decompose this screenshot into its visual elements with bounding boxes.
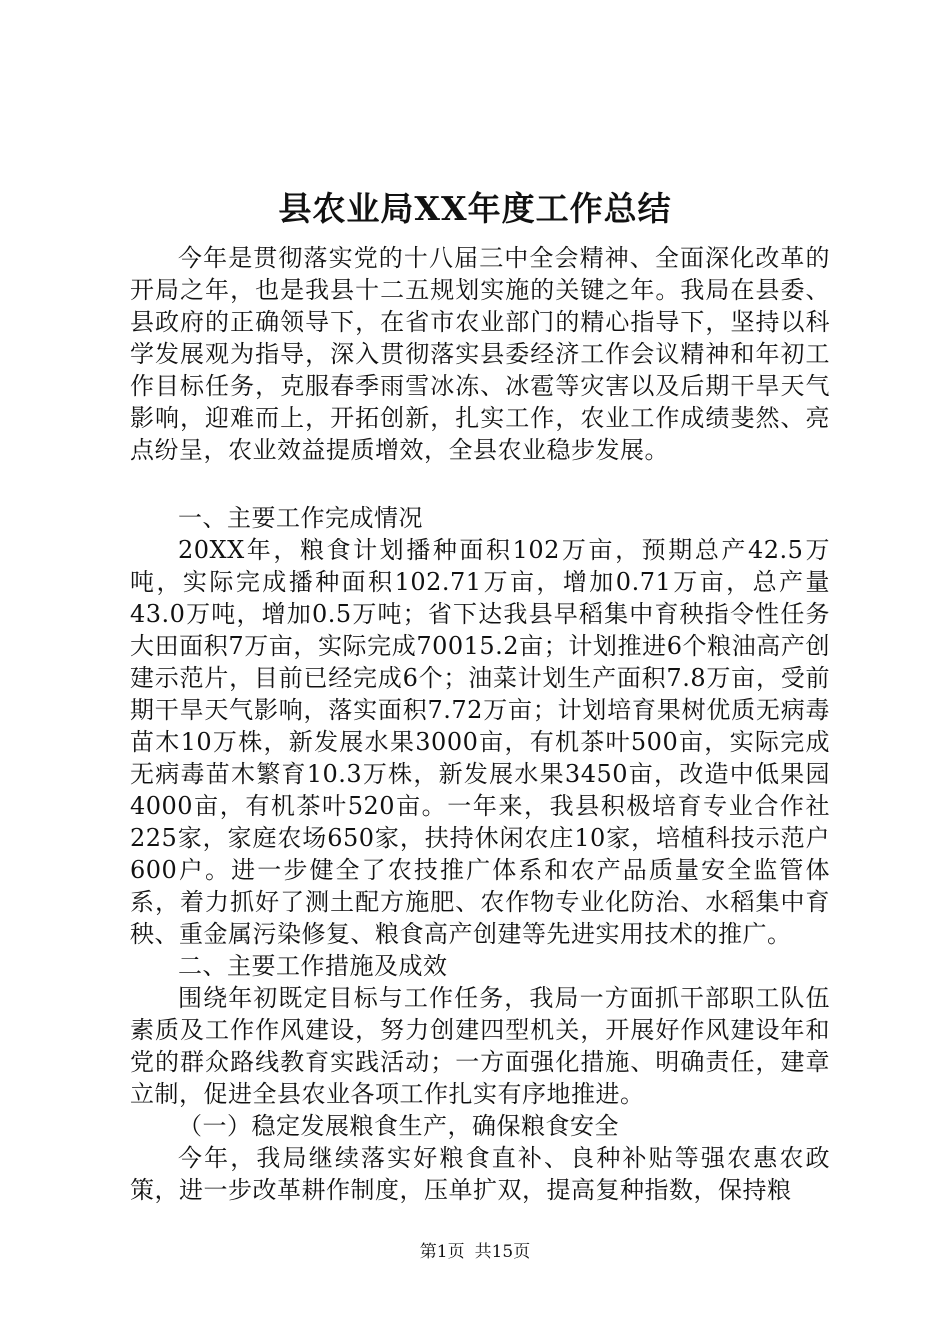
paragraph-gap (130, 466, 830, 498)
section-paragraph-main-work: 20XX年，粮食计划播种面积102万亩，预期总产42.5万吨，实际完成播种面积102.71万亩，增加0.71万亩，总产量43.0万吨，增加0.5万吨；省下达我县早稻集中育秧指令性任务大田面积7万亩，实际完成70015.2亩；计划推进6个粮油高产创建示范片，目前已经完成6个；油菜计划生产面积7.8万亩，受前期干旱天气影响，落实面积7.72万亩；计划培育果树优质无病毒苗木10万株，新发展水果3000亩，有机茶叶500亩，实际完成无病毒苗木繁育10.3万株，新发展水果3450亩，改造中低果园4000亩，有机茶叶520亩。一年来，我县积极培育专业合作社225家，家庭农场650家，扶持休闲农庄10家，培植科技示范户600户。进一步健全了农技推广体系和农产品质量安全监管体系，着力抓好了测土配方施肥、农作物专业化防治、水稻集中育秧、重金属污染修复、粮食高产创建等先进实用技术的推广。 (130, 536, 830, 948)
intro-paragraph: 今年是贯彻落实党的十八届三中全会精神、全面深化改革的开局之年，也是我县十二五规划实施的关键之年。我局在县委、县政府的正确领导下，在省市农业部门的精心指导下，坚持以科学发展观为指导，深入贯彻落实县委经济工作会议精神和年初工作目标任务，克服春季雨雪冰冻、冰雹等灾害以及后期干旱天气影响，迎难而上，开拓创新，扎实工作，农业工作成绩斐然、亮点纷呈，农业效益提质增效，全县农业稳步发展。 (130, 244, 830, 464)
section-heading-main-work: 一、主要工作完成情况 (178, 504, 423, 532)
subsection-paragraph-grain: 今年，我局继续落实好粮食直补、良种补贴等强农惠农政策，进一步改革耕作制度，压单扩双，提高复种指数，保持粮 (130, 1144, 830, 1204)
page-number-current: 第1页 (419, 1242, 465, 1262)
section-heading-measures: 二、主要工作措施及成效 (178, 952, 448, 980)
subsection-heading-grain: （一）稳定发展粮食生产，确保粮食安全 (178, 1112, 619, 1140)
document-title: 县农业局XX年度工作总结 (278, 189, 672, 228)
section-paragraph-measures: 围绕年初既定目标与工作任务，我局一方面抓干部职工队伍素质及工作作风建设，努力创建四型机关，开展好作风建设年和党的群众路线教育实践活动；一方面强化措施、明确责任，建章立制，促进全县农业各项工作扎实有序地推进。 (130, 984, 830, 1108)
document-body (130, 242, 830, 1206)
page-footer (0, 1240, 950, 1264)
page-number-total: 共15页 (474, 1242, 531, 1262)
